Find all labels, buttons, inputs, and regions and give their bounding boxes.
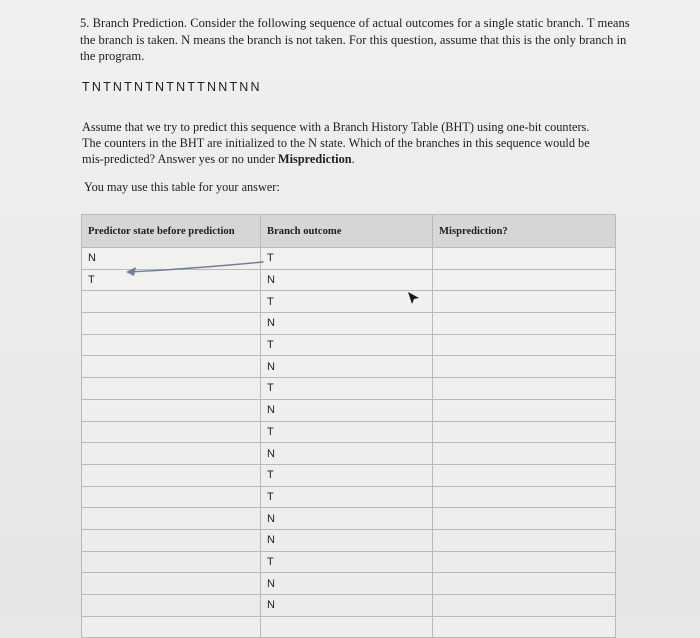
outcome-sequence: TNTNTNTNTNTTNNTNN (82, 80, 262, 94)
table-row (82, 551, 616, 573)
predictor-state-cell (82, 399, 261, 421)
table-intro: You may use this table for your answer: (84, 180, 280, 194)
predictor-state-cell (82, 616, 261, 638)
instructions-bold-term: Misprediction (278, 152, 352, 166)
predictor-state-cell (82, 378, 261, 400)
misprediction-cell[interactable] (433, 399, 616, 421)
misprediction-cell[interactable] (433, 529, 616, 551)
misprediction-cell[interactable] (433, 508, 616, 530)
branch-outcome-cell: T (261, 486, 433, 508)
table-header-row (82, 215, 616, 248)
predictor-state-cell (82, 291, 261, 313)
table-row (82, 508, 616, 530)
table-row (82, 269, 616, 291)
branch-outcome-cell: N (261, 443, 433, 465)
table-row (82, 443, 616, 465)
instructions-end: . (351, 152, 355, 166)
predictor-state-cell (82, 529, 261, 551)
branch-outcome-cell: N (261, 399, 433, 421)
table-row (82, 291, 616, 313)
branch-outcome-cell: T (261, 421, 433, 443)
misprediction-cell[interactable] (433, 269, 616, 291)
branch-outcome-cell: N (261, 269, 433, 291)
predictor-state-cell (82, 313, 261, 335)
header-misprediction: Misprediction? (433, 215, 616, 248)
table-row (82, 378, 616, 400)
misprediction-cell[interactable] (433, 378, 616, 400)
branch-outcome-cell: N (261, 356, 433, 378)
answer-table (81, 214, 616, 638)
misprediction-cell[interactable] (433, 334, 616, 356)
branch-outcome-cell: T (261, 551, 433, 573)
instructions-paragraph (82, 119, 592, 167)
misprediction-cell[interactable] (433, 573, 616, 595)
question-title: Branch Prediction. (92, 16, 188, 30)
table-row (82, 464, 616, 486)
misprediction-cell[interactable] (433, 291, 616, 313)
branch-outcome-cell: T (261, 291, 433, 313)
branch-outcome-cell: T (261, 378, 433, 400)
misprediction-cell[interactable] (433, 616, 616, 638)
predictor-state-cell (82, 443, 261, 465)
misprediction-cell[interactable] (433, 486, 616, 508)
branch-outcome-cell: N (261, 529, 433, 551)
branch-outcome-cell (261, 616, 433, 638)
predictor-state-cell (82, 356, 261, 378)
branch-outcome-cell: N (261, 508, 433, 530)
branch-outcome-cell: N (261, 573, 433, 595)
table-row (82, 529, 616, 551)
table-row (82, 573, 616, 595)
table-row (82, 399, 616, 421)
table-row (82, 616, 616, 638)
misprediction-cell[interactable] (433, 248, 616, 270)
branch-outcome-cell: N (261, 313, 433, 335)
table-row (82, 313, 616, 335)
predictor-state-cell (82, 464, 261, 486)
misprediction-cell[interactable] (433, 551, 616, 573)
table-row (82, 356, 616, 378)
predictor-state-cell (82, 334, 261, 356)
table-row (82, 421, 616, 443)
question-body: Consider the following sequence of actual outcomes for a single static branch. T means the branch is taken. N means the branch is not taken. For this question, assume that this is the only branch in the program. (80, 16, 630, 63)
question-paragraph (80, 15, 640, 65)
instructions-text: Assume that we try to predict this sequence with a Branch History Table (BHT) using one-bit counters. The counters in the BHT are initialized to the N state. Which of the branches in this sequence would be mis-predicted? Answer yes or no under (82, 120, 590, 166)
predictor-state-cell (82, 573, 261, 595)
branch-outcome-cell: T (261, 334, 433, 356)
table-row (82, 334, 616, 356)
table-row (82, 595, 616, 617)
header-branch-outcome: Branch outcome (261, 215, 433, 248)
predictor-state-cell: T (82, 269, 261, 291)
misprediction-cell[interactable] (433, 313, 616, 335)
branch-outcome-cell: T (261, 248, 433, 270)
table-row (82, 486, 616, 508)
header-predictor-state: Predictor state before prediction (82, 215, 261, 248)
predictor-state-cell (82, 421, 261, 443)
predictor-state-cell (82, 551, 261, 573)
predictor-state-cell (82, 486, 261, 508)
question-number: 5. (80, 16, 90, 30)
misprediction-cell[interactable] (433, 421, 616, 443)
misprediction-cell[interactable] (433, 464, 616, 486)
branch-outcome-cell: T (261, 464, 433, 486)
branch-outcome-cell: N (261, 595, 433, 617)
misprediction-cell[interactable] (433, 595, 616, 617)
misprediction-cell[interactable] (433, 356, 616, 378)
misprediction-cell[interactable] (433, 443, 616, 465)
table-row (82, 248, 616, 270)
predictor-state-cell (82, 595, 261, 617)
predictor-state-cell: N (82, 248, 261, 270)
predictor-state-cell (82, 508, 261, 530)
